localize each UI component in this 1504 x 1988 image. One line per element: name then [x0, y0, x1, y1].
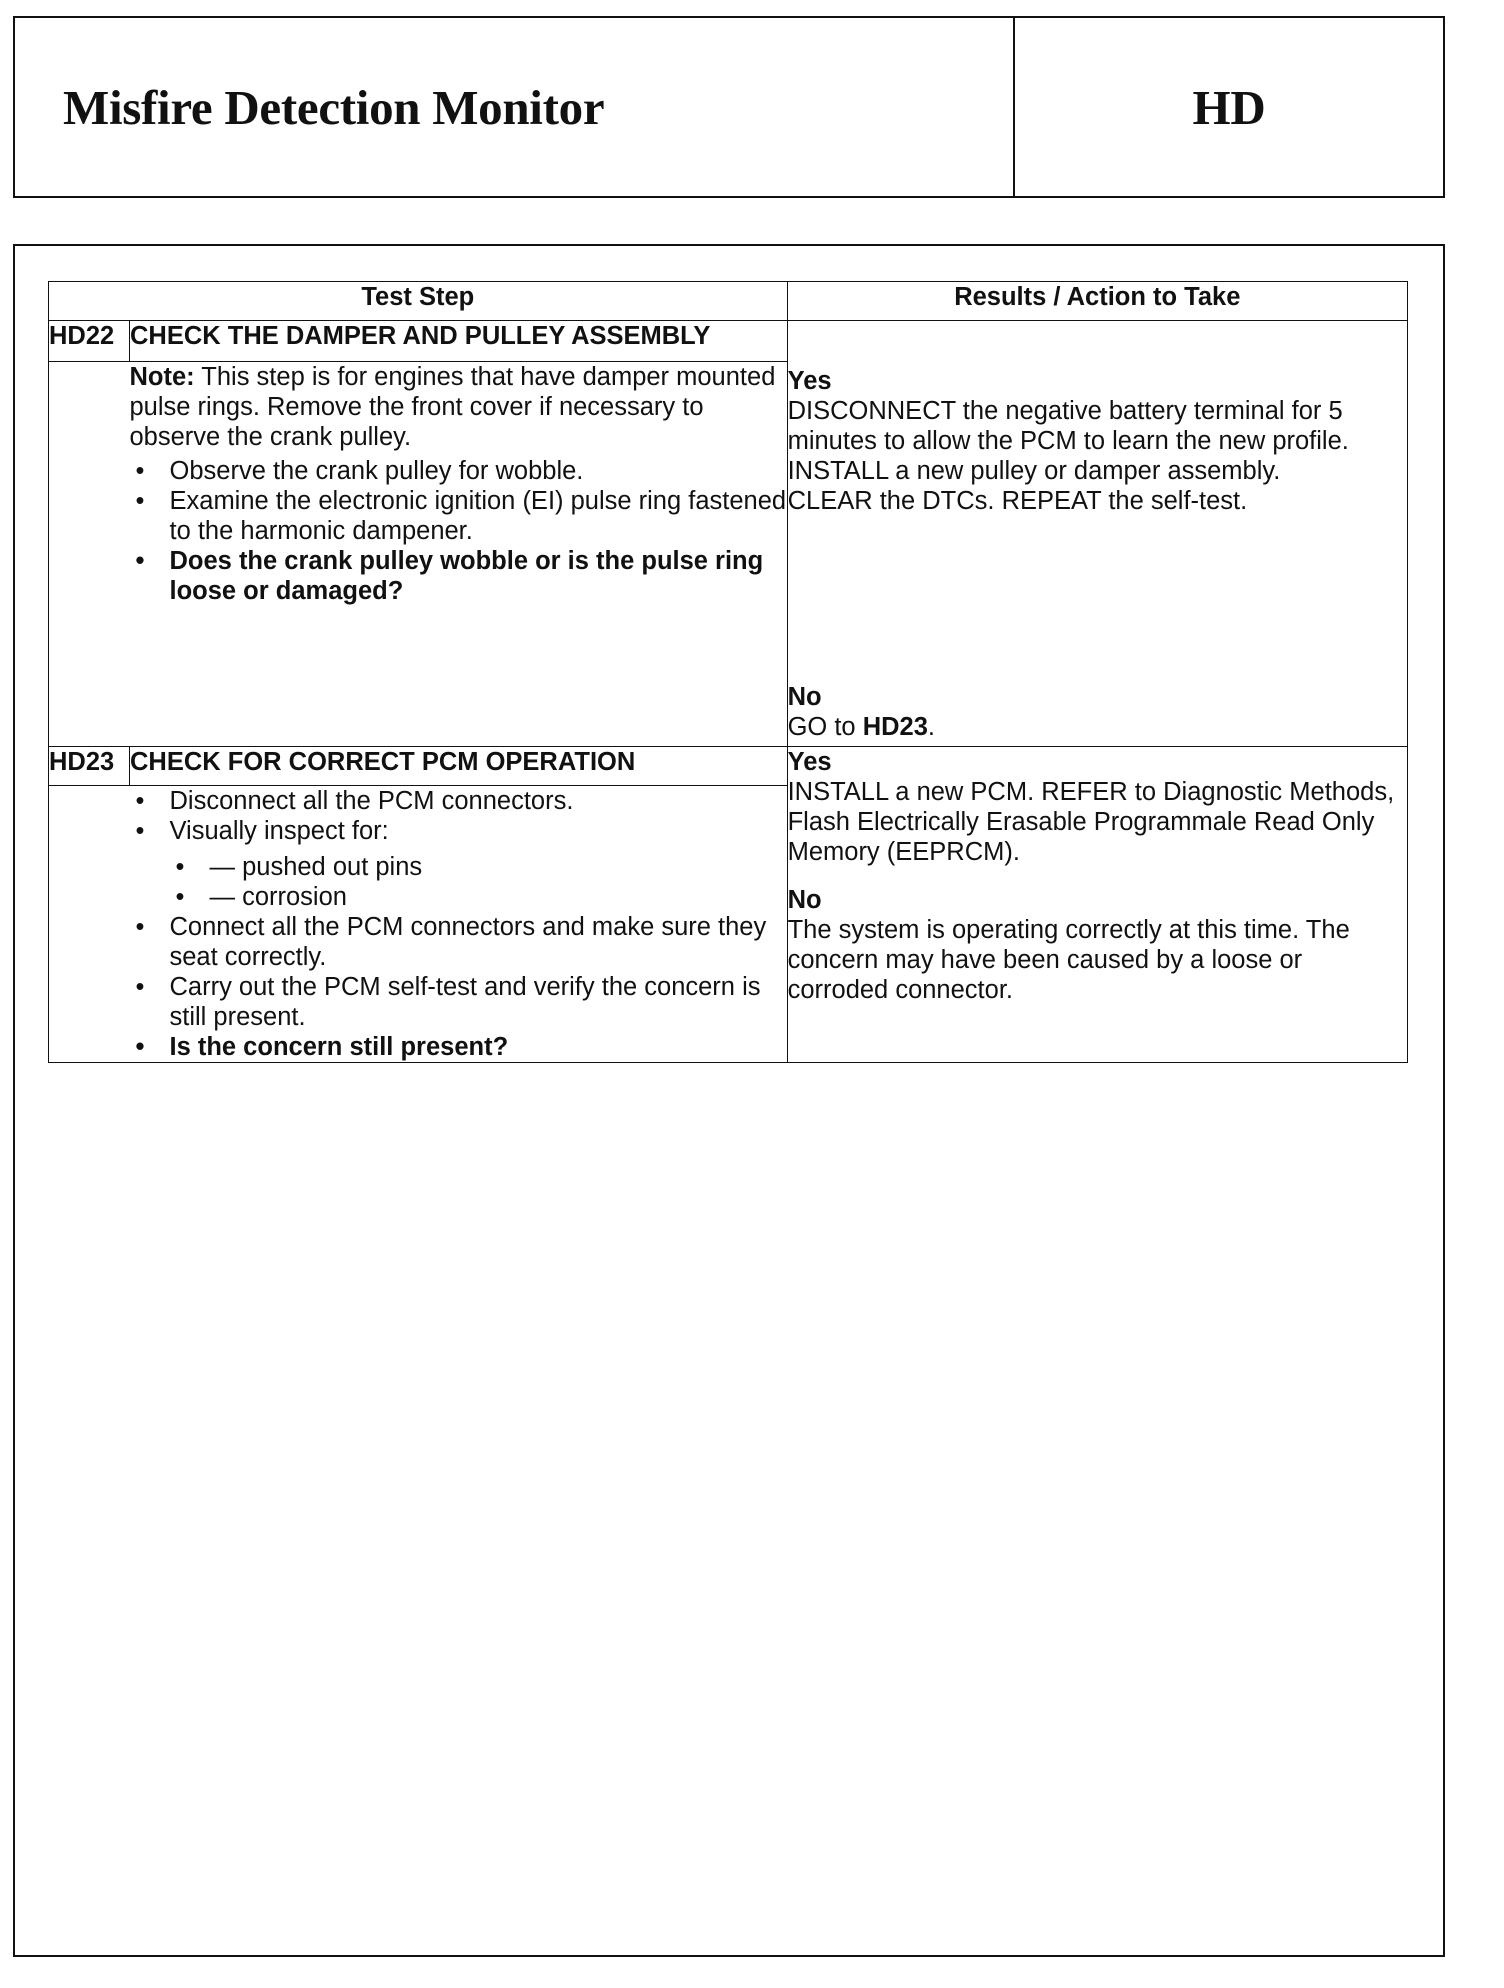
step-body-spacer: [49, 361, 130, 746]
results-block: [788, 747, 1407, 1005]
table-header-row: [49, 282, 1408, 321]
step-question: • Is the concern still present?: [130, 1032, 787, 1062]
yes-block: [788, 321, 1407, 516]
list-item: • Disconnect all the PCM connectors.: [130, 786, 787, 816]
yes-action: INSTALL a new pulley or damper assembly.: [787, 457, 1281, 485]
step-note: [130, 362, 787, 452]
results-header: Results / Action to Take: [787, 282, 1407, 321]
step-id: HD23: [49, 747, 130, 786]
results-block: [788, 321, 1407, 746]
step-body-spacer: [49, 786, 130, 1063]
no-action: The system is operating correctly at this time. The concern may have been caused by a loose or corroded connector.: [787, 916, 1350, 1004]
list-item: • Connect all the PCM connectors and make sure they seat correctly.: [130, 912, 787, 972]
step-title-row: [49, 321, 1408, 362]
page-header: [13, 16, 1445, 198]
sublist-item: • — pushed out pins: [170, 852, 787, 882]
yes-action: INSTALL a new PCM. REFER to Diagnostic Methods, Flash Electrically Erasable Programmale Read Only Memory (EEPRCM).: [787, 778, 1395, 866]
goto-step-link: HD23: [862, 713, 928, 741]
pinpoint-test-table: [48, 281, 1408, 1063]
list-item: • Examine the electronic ignition (EI) pulse ring fastened to the harmonic dampener.: [130, 486, 787, 546]
no-block: [788, 682, 935, 742]
content-frame: [13, 244, 1445, 1957]
no-suffix: .: [927, 713, 935, 741]
test-step-header: Test Step: [49, 282, 788, 321]
step-question: • Does the crank pulley wobble or is the pulse ring loose or damaged?: [130, 546, 787, 606]
step-title: CHECK FOR CORRECT PCM OPERATION: [130, 747, 788, 786]
step-id: HD22: [49, 321, 130, 362]
step-body: [130, 361, 788, 746]
step-bullets: [130, 456, 787, 606]
no-prefix: GO to: [787, 713, 863, 741]
step-bullets: [130, 786, 787, 1062]
yes-action: CLEAR the DTCs. REPEAT the self-test.: [787, 487, 1248, 515]
step-title: CHECK THE DAMPER AND PULLEY ASSEMBLY: [130, 321, 788, 362]
header-code-cell: [1015, 18, 1443, 196]
note-text: This step is for engines that have damper mounted pulse rings. Remove the front cover if necessary to observe the crank pulley.: [129, 362, 776, 451]
yes-action: DISCONNECT the negative battery terminal for 5 minutes to allow the PCM to learn the new profile.: [787, 397, 1349, 455]
yes-label: Yes: [787, 367, 832, 395]
note-label: Note:: [129, 362, 195, 391]
step-body: [130, 786, 788, 1063]
no-label: No: [787, 683, 822, 711]
step-title-row: [49, 747, 1408, 786]
list-item-text: Visually inspect for:: [169, 817, 389, 845]
step-results: [787, 321, 1407, 747]
yes-label: Yes: [787, 748, 832, 776]
step-results: [787, 747, 1407, 1063]
header-title-cell: [15, 18, 1015, 196]
list-item: • Observe the crank pulley for wobble.: [130, 456, 787, 486]
inspection-sublist: [170, 852, 787, 912]
section-code: HD: [1192, 79, 1266, 135]
sublist-item: • — corrosion: [170, 882, 787, 912]
no-action: [788, 712, 935, 742]
list-item: • Carry out the PCM self-test and verify the concern is still present.: [130, 972, 787, 1032]
no-label: No: [787, 886, 822, 914]
list-item: [130, 816, 787, 912]
page-title: Misfire Detection Monitor: [63, 79, 605, 135]
